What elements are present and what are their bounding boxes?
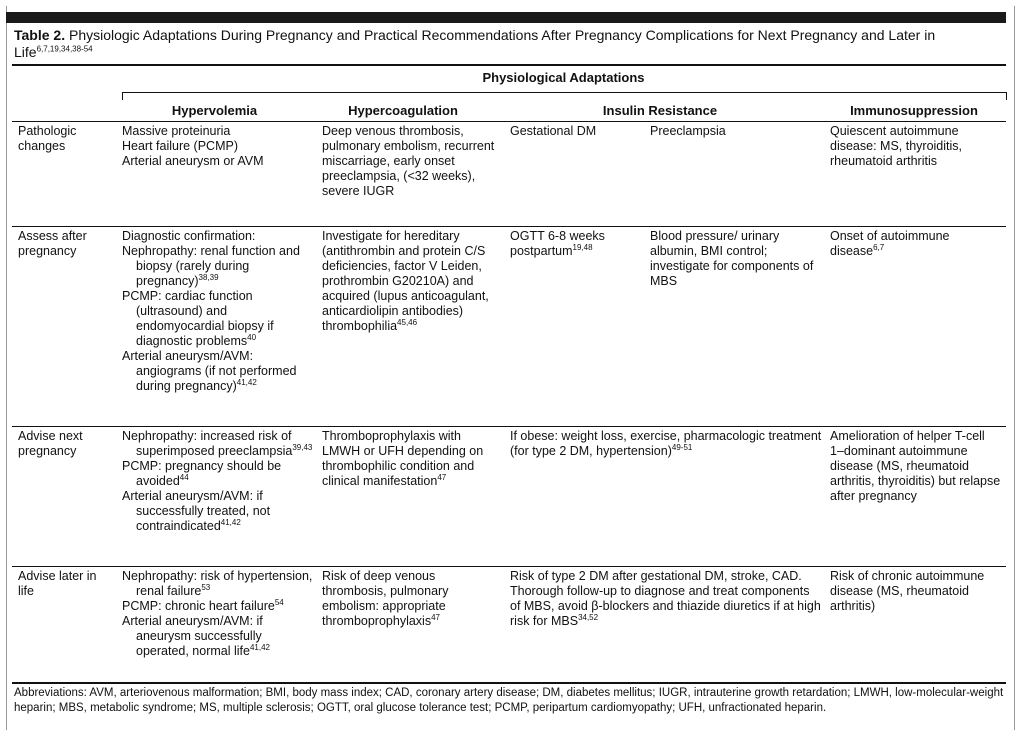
list-item: Nephropathy: renal function and biopsy (rarely during pregnancy)$^{38,39}$	[122, 243, 300, 288]
header-rule	[12, 64, 1006, 66]
top-bar	[6, 12, 1006, 23]
list-item: PCMP: cardiac function (ultrasound) and endomyocardial biopsy if diagnostic problems$^{40}$	[122, 288, 274, 348]
cell-hypervolemia	[118, 226, 318, 426]
row-label: Pathologic changes	[18, 124, 77, 153]
cell-insulin-ogtt: OGTT 6-8 weeks postpartum$^{19,48}$	[506, 226, 646, 426]
caption-text: Physiologic Adaptations During Pregnancy and Practical Recommendations After Pregnancy Complications for Next Pregnancy and Later in Life	[14, 27, 936, 60]
list-item: PCMP: pregnancy should be avoided$^{44}$	[122, 458, 282, 488]
cell-hypervolemia	[118, 566, 318, 676]
list-item: Arterial aneurysm/AVM: if aneurysm successfully operated, normal life$^{41,42}$	[122, 613, 270, 658]
adaptations-table	[12, 122, 1006, 676]
table-row	[12, 426, 1006, 566]
table-caption	[14, 27, 1004, 61]
col-insulin-resistance: Insulin Resistance	[602, 103, 718, 118]
cell-immunosuppression: Amelioration of helper T-cell 1–dominant autoimmune disease (MS, rheumatoid arthritis, thyroiditis) but relapse after pregnancy	[826, 426, 1006, 566]
abbreviations-footnote: Abbreviations: AVM, arteriovenous malformation; BMI, body mass index; CAD, coronary artery disease; DM, diabetes mellitus; IUGR, intrauterine growth retardation; LMWH, low-molecular-weight heparin; MBS, metabolic syndrome; MS, multiple sclerosis; OGTT, oral glucose tolerance test; PCMP, peripartum cardiomyopathy; UFH, unfractionated heparin.	[14, 687, 1004, 714]
col-hypervolemia: Hypervolemia	[171, 103, 258, 118]
cell-insulin-resistance: Risk of type 2 DM after gestational DM, stroke, CAD. Thorough follow-up to diagnose and treat components of MBS, avoid β-blockers and thiazide diuretics if at high risk for MBS$^{34,52}$	[506, 566, 826, 676]
caption-label: Table 2.	[14, 27, 66, 43]
footer-rule	[12, 682, 1006, 684]
col-hypercoagulation: Hypercoagulation	[348, 103, 458, 118]
cell-immunosuppression: Risk of chronic autoimmune disease (MS, rheumatoid arthritis)	[826, 566, 1006, 676]
list-item: Arterial aneurysm or AVM	[122, 154, 264, 168]
row-label: Advise next pregnancy	[12, 426, 118, 566]
cell-hypercoagulation: Investigate for hereditary (antithrombin and protein C/S deficiencies, factor V Leiden, prothrombin G20210A) and acquired (lupus anticoagulant, anticardiolipin antibodies) thrombophilia$^{45,46}$	[318, 226, 506, 426]
cell-insulin-preeclampsia: Preeclampsia	[650, 124, 726, 138]
list-item: Arterial aneurysm/AVM: if successfully treated, not contraindicated$^{41,42}$	[122, 488, 271, 533]
group-bracket	[122, 92, 1007, 100]
cell-hypervolemia	[118, 426, 318, 566]
list-item: Nephropathy: increased risk of superimposed preeclampsia$^{39,43}$	[122, 428, 313, 458]
cell-immunosuppression: Onset of autoimmune disease$^{6,7}$	[826, 226, 1006, 426]
cell-hypercoagulation: Deep venous thrombosis, pulmonary embolism, recurrent miscarriage, early onset preeclampsia, (<32 weeks), severe IUGR	[322, 124, 495, 198]
cell-hypervolemia	[118, 122, 318, 226]
list-item: PCMP: chronic heart failure$^{54}$	[122, 597, 284, 613]
list-item: Diagnostic confirmation:	[122, 228, 256, 243]
caption-refs: 6,7,19,34,38-54	[36, 44, 93, 54]
table-row	[12, 566, 1006, 676]
cell-insulin-bp: Blood pressure/ urinary albumin, BMI control; investigate for components of MBS	[646, 226, 826, 426]
cell-insulin-resistance: If obese: weight loss, exercise, pharmacologic treatment (for type 2 DM, hypertension)$^{49-51}$	[506, 426, 826, 566]
row-label: Advise later in life	[12, 566, 118, 676]
col-immunosuppression: Immunosuppression	[850, 103, 978, 118]
cell-hypercoagulation: Thromboprophylaxis with LMWH or UFH depending on thrombophilic condition and clinical manifestation$^{47}$	[318, 426, 506, 566]
cell-hypercoagulation: Risk of deep venous thrombosis, pulmonary embolism: appropriate thromboprophylaxis$^{47}$	[318, 566, 506, 676]
cell-immunosuppression: Quiescent autoimmune disease: MS, thyroiditis, rheumatoid arthritis	[830, 124, 962, 168]
list-item: Nephropathy: risk of hypertension, renal failure$^{53}$	[122, 568, 313, 598]
list-item: Heart failure (PCMP)	[122, 139, 238, 153]
row-label: Assess after pregnancy	[12, 226, 118, 426]
cell-insulin-gdm: Gestational DM	[510, 124, 597, 138]
list-item: Arterial aneurysm/AVM: angiograms (if not performed during pregnancy)$^{41,42}$	[122, 348, 297, 393]
table-row	[12, 122, 1006, 226]
group-header: Physiological Adaptations	[482, 70, 645, 85]
table-row	[12, 226, 1006, 426]
list-item: Massive proteinuria	[122, 124, 231, 138]
